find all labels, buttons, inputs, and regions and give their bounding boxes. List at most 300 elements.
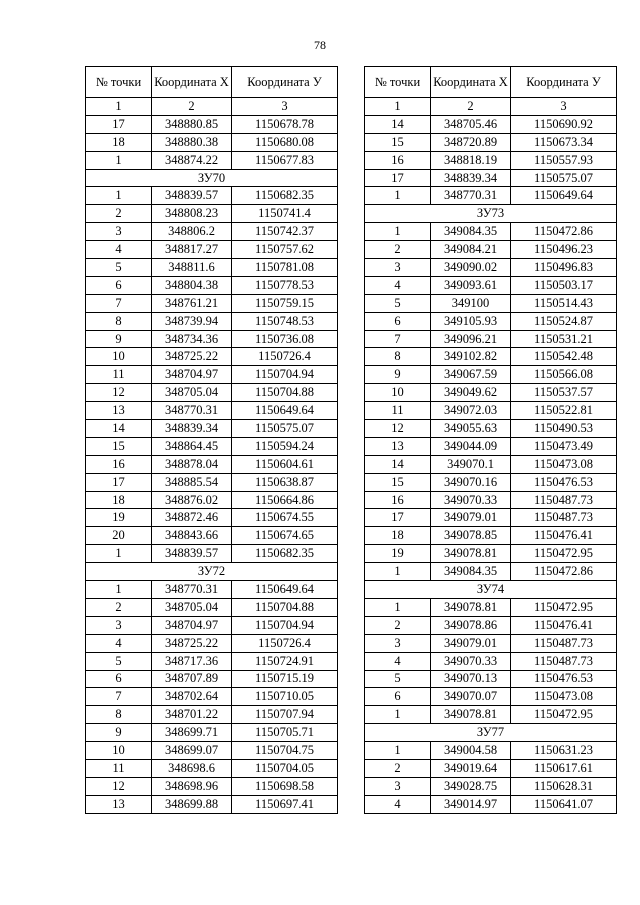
table-row (86, 795, 338, 813)
table-row (86, 706, 338, 724)
coordinate-x-cell: 349070.16 (431, 473, 511, 491)
table-row (365, 795, 617, 813)
coordinate-x-cell: 349070.07 (431, 688, 511, 706)
coordinate-y-cell: 1150649.64 (232, 581, 338, 599)
coordinate-x-cell: 349078.85 (431, 527, 511, 545)
table-row (365, 688, 617, 706)
point-number-cell: 14 (365, 115, 431, 133)
point-number-cell: 13 (365, 437, 431, 455)
coordinate-x-cell: 348839.34 (431, 169, 511, 187)
table-row (86, 581, 338, 599)
coordinate-y-cell: 1150704.94 (232, 366, 338, 384)
table-row (86, 348, 338, 366)
coordinate-x-cell: 348839.34 (152, 420, 232, 438)
coordinate-x-cell: 348705.04 (152, 598, 232, 616)
coordinate-y-cell: 1150472.95 (511, 545, 617, 563)
coordinate-x-cell: 349070.1 (431, 455, 511, 473)
coordinate-x-cell: 349084.35 (431, 223, 511, 241)
table-row (365, 509, 617, 527)
section-title: ЗУ72 (86, 563, 338, 581)
coordinate-x-cell: 348725.22 (152, 634, 232, 652)
coordinate-y-cell: 1150473.49 (511, 437, 617, 455)
table-row (365, 652, 617, 670)
point-number-cell: 1 (365, 223, 431, 241)
coordinate-y-cell: 1150682.35 (232, 187, 338, 205)
coordinate-y-cell: 1150514.43 (511, 294, 617, 312)
header-row (86, 67, 338, 98)
coordinate-y-cell: 1150557.93 (511, 151, 617, 169)
header-row (365, 67, 617, 98)
point-number-cell: 8 (365, 348, 431, 366)
coordinate-x-cell: 348701.22 (152, 706, 232, 724)
point-number-cell: 4 (86, 634, 152, 652)
coordinate-y-cell: 1150710.05 (232, 688, 338, 706)
point-number-cell: 5 (86, 259, 152, 277)
table-row (365, 115, 617, 133)
column-number: 3 (511, 98, 617, 116)
coordinate-y-cell: 1150678.78 (232, 115, 338, 133)
coordinate-x-cell: 349079.01 (431, 634, 511, 652)
point-number-cell: 14 (365, 455, 431, 473)
table-row (86, 384, 338, 402)
coordinate-x-cell: 348804.38 (152, 276, 232, 294)
section-title: ЗУ70 (86, 169, 338, 187)
coordinate-y-cell: 1150490.53 (511, 420, 617, 438)
section-row (365, 581, 617, 599)
coordinate-x-cell: 348717.36 (152, 652, 232, 670)
table-row (365, 527, 617, 545)
point-number-cell: 2 (86, 598, 152, 616)
point-number-cell: 1 (365, 742, 431, 760)
coordinate-x-cell: 349102.82 (431, 348, 511, 366)
point-number-cell: 15 (365, 473, 431, 491)
coordinate-y-cell: 1150566.08 (511, 366, 617, 384)
header-point-number: № точки (365, 67, 431, 98)
table-row (365, 598, 617, 616)
point-number-cell: 10 (86, 742, 152, 760)
point-number-cell: 1 (365, 187, 431, 205)
coordinate-x-cell: 349067.59 (431, 366, 511, 384)
coordinates-body-left (86, 115, 338, 813)
coordinate-y-cell: 1150638.87 (232, 473, 338, 491)
section-title: ЗУ74 (365, 581, 617, 599)
coordinate-x-cell: 349070.33 (431, 652, 511, 670)
table-row (365, 133, 617, 151)
point-number-cell: 5 (86, 652, 152, 670)
coordinate-y-cell: 1150673.34 (511, 133, 617, 151)
coordinate-x-cell: 348770.31 (152, 581, 232, 599)
table-row (365, 634, 617, 652)
coordinate-y-cell: 1150742.37 (232, 223, 338, 241)
coordinate-x-cell: 349070.33 (431, 491, 511, 509)
coordinate-x-cell: 348811.6 (152, 259, 232, 277)
column-number: 1 (86, 98, 152, 116)
point-number-cell: 9 (86, 724, 152, 742)
coordinate-y-cell: 1150503.17 (511, 276, 617, 294)
point-number-cell: 6 (365, 688, 431, 706)
table-row (86, 473, 338, 491)
coordinate-y-cell: 1150472.95 (511, 598, 617, 616)
coordinate-x-cell: 348739.94 (152, 312, 232, 330)
point-number-cell: 1 (365, 563, 431, 581)
coordinate-y-cell: 1150487.73 (511, 509, 617, 527)
coordinate-y-cell: 1150487.73 (511, 652, 617, 670)
coordinate-y-cell: 1150476.53 (511, 670, 617, 688)
coordinate-y-cell: 1150674.55 (232, 509, 338, 527)
point-number-cell: 7 (86, 688, 152, 706)
coordinate-y-cell: 1150736.08 (232, 330, 338, 348)
coordinate-x-cell: 348761.21 (152, 294, 232, 312)
section-title: ЗУ77 (365, 724, 617, 742)
coordinate-y-cell: 1150757.62 (232, 241, 338, 259)
point-number-cell: 17 (365, 509, 431, 527)
point-number-cell: 3 (365, 259, 431, 277)
coordinate-y-cell: 1150594.24 (232, 437, 338, 455)
coordinate-y-cell: 1150704.05 (232, 759, 338, 777)
table-row (86, 759, 338, 777)
section-row (86, 169, 338, 187)
table-row (86, 366, 338, 384)
coordinate-y-cell: 1150697.41 (232, 795, 338, 813)
point-number-cell: 4 (365, 652, 431, 670)
point-number-cell: 17 (365, 169, 431, 187)
point-number-cell: 4 (86, 241, 152, 259)
table-row (365, 241, 617, 259)
point-number-cell: 7 (365, 330, 431, 348)
table-row (365, 187, 617, 205)
table-row (365, 348, 617, 366)
coordinate-x-cell: 348699.71 (152, 724, 232, 742)
point-number-cell: 2 (365, 616, 431, 634)
table-row (86, 652, 338, 670)
table-row (365, 742, 617, 760)
coordinate-x-cell: 348864.45 (152, 437, 232, 455)
point-number-cell: 12 (86, 777, 152, 795)
coordinate-y-cell: 1150698.58 (232, 777, 338, 795)
header-coordinate-y: Координата У (511, 67, 617, 98)
coordinate-x-cell: 348878.04 (152, 455, 232, 473)
coordinate-x-cell: 349014.97 (431, 795, 511, 813)
table-row (86, 294, 338, 312)
coordinate-y-cell: 1150715.19 (232, 670, 338, 688)
point-number-cell: 6 (86, 276, 152, 294)
table-row (365, 151, 617, 169)
table-row (365, 437, 617, 455)
coordinates-body-right (365, 115, 617, 813)
table-row (86, 742, 338, 760)
table-row (86, 670, 338, 688)
point-number-cell: 8 (86, 706, 152, 724)
table-row (365, 706, 617, 724)
table-row (86, 259, 338, 277)
coordinate-x-cell: 348705.04 (152, 384, 232, 402)
table-row (365, 402, 617, 420)
table-row (86, 151, 338, 169)
table-row (86, 527, 338, 545)
coordinate-x-cell: 348839.57 (152, 545, 232, 563)
point-number-cell: 15 (86, 437, 152, 455)
point-number-cell: 2 (365, 759, 431, 777)
table-row (86, 241, 338, 259)
table-row (86, 724, 338, 742)
point-number-cell: 18 (365, 527, 431, 545)
coordinate-x-cell: 348885.54 (152, 473, 232, 491)
column-number: 2 (431, 98, 511, 116)
coordinate-x-cell: 348817.27 (152, 241, 232, 259)
table-row (86, 545, 338, 563)
coordinate-y-cell: 1150649.64 (232, 402, 338, 420)
coordinate-x-cell: 349049.62 (431, 384, 511, 402)
table-row (86, 187, 338, 205)
coordinate-y-cell: 1150496.83 (511, 259, 617, 277)
coordinate-y-cell: 1150487.73 (511, 634, 617, 652)
coordinate-y-cell: 1150496.23 (511, 241, 617, 259)
point-number-cell: 5 (365, 670, 431, 688)
coordinate-x-cell: 349078.86 (431, 616, 511, 634)
coordinate-y-cell: 1150778.53 (232, 276, 338, 294)
coordinate-y-cell: 1150604.61 (232, 455, 338, 473)
coordinate-y-cell: 1150641.07 (511, 795, 617, 813)
coordinate-y-cell: 1150781.08 (232, 259, 338, 277)
point-number-cell: 12 (86, 384, 152, 402)
coordinate-y-cell: 1150575.07 (511, 169, 617, 187)
coordinate-x-cell: 348720.89 (431, 133, 511, 151)
coordinate-x-cell: 348770.31 (152, 402, 232, 420)
table-row (86, 205, 338, 223)
point-number-cell: 4 (365, 276, 431, 294)
coordinate-x-cell: 348818.19 (431, 151, 511, 169)
column-number: 1 (365, 98, 431, 116)
table-row (365, 366, 617, 384)
point-number-cell: 13 (86, 795, 152, 813)
coordinate-x-cell: 348704.97 (152, 366, 232, 384)
table-row (365, 169, 617, 187)
coordinate-y-cell: 1150472.95 (511, 706, 617, 724)
point-number-cell: 16 (365, 151, 431, 169)
coordinate-x-cell: 349093.61 (431, 276, 511, 294)
table-row (365, 384, 617, 402)
point-number-cell: 8 (86, 312, 152, 330)
section-row (365, 205, 617, 223)
column-number: 2 (152, 98, 232, 116)
point-number-cell: 9 (86, 330, 152, 348)
point-number-cell: 11 (86, 759, 152, 777)
point-number-cell: 11 (86, 366, 152, 384)
header-coordinate-y: Координата У (232, 67, 338, 98)
table-row (86, 223, 338, 241)
point-number-cell: 20 (86, 527, 152, 545)
coordinate-x-cell: 349100 (431, 294, 511, 312)
column-number-row (365, 98, 617, 116)
coordinate-x-cell: 349019.64 (431, 759, 511, 777)
point-number-cell: 13 (86, 402, 152, 420)
coordinate-y-cell: 1150473.08 (511, 688, 617, 706)
table-row (365, 259, 617, 277)
table-row (86, 688, 338, 706)
table-row (365, 616, 617, 634)
coordinate-x-cell: 349072.03 (431, 402, 511, 420)
header-coordinate-x: Координата Х (431, 67, 511, 98)
table-row (365, 491, 617, 509)
coordinate-x-cell: 348872.46 (152, 509, 232, 527)
table-row (86, 598, 338, 616)
section-title: ЗУ73 (365, 205, 617, 223)
coordinate-y-cell: 1150472.86 (511, 223, 617, 241)
coordinate-y-cell: 1150649.64 (511, 187, 617, 205)
coordinate-y-cell: 1150664.86 (232, 491, 338, 509)
coordinate-y-cell: 1150472.86 (511, 563, 617, 581)
coordinate-x-cell: 349105.93 (431, 312, 511, 330)
coordinate-x-cell: 348705.46 (431, 115, 511, 133)
table-row (86, 616, 338, 634)
coordinate-y-cell: 1150759.15 (232, 294, 338, 312)
coordinate-x-cell: 349004.58 (431, 742, 511, 760)
point-number-cell: 16 (86, 455, 152, 473)
point-number-cell: 1 (365, 706, 431, 724)
point-number-cell: 10 (365, 384, 431, 402)
coordinate-x-cell: 348880.85 (152, 115, 232, 133)
point-number-cell: 1 (86, 187, 152, 205)
coordinate-x-cell: 348808.23 (152, 205, 232, 223)
point-number-cell: 11 (365, 402, 431, 420)
coordinate-y-cell: 1150748.53 (232, 312, 338, 330)
point-number-cell: 6 (86, 670, 152, 688)
coordinate-x-cell: 349070.13 (431, 670, 511, 688)
point-number-cell: 1 (86, 151, 152, 169)
coordinate-y-cell: 1150476.53 (511, 473, 617, 491)
coordinate-y-cell: 1150487.73 (511, 491, 617, 509)
point-number-cell: 18 (86, 491, 152, 509)
point-number-cell: 9 (365, 366, 431, 384)
coordinate-x-cell: 349044.09 (431, 437, 511, 455)
column-number-row (86, 98, 338, 116)
point-number-cell: 12 (365, 420, 431, 438)
point-number-cell: 16 (365, 491, 431, 509)
point-number-cell: 4 (365, 795, 431, 813)
coordinate-x-cell: 349055.63 (431, 420, 511, 438)
table-row (86, 455, 338, 473)
coordinate-x-cell: 348876.02 (152, 491, 232, 509)
coordinate-x-cell: 348874.22 (152, 151, 232, 169)
table-row (86, 420, 338, 438)
coordinate-y-cell: 1150704.88 (232, 598, 338, 616)
table-row (86, 777, 338, 795)
point-number-cell: 2 (86, 205, 152, 223)
page-number: 78 (314, 38, 326, 52)
coordinate-x-cell: 349090.02 (431, 259, 511, 277)
coordinate-y-cell: 1150537.57 (511, 384, 617, 402)
point-number-cell: 1 (86, 581, 152, 599)
table-row (365, 276, 617, 294)
coordinate-x-cell: 349078.81 (431, 545, 511, 563)
point-number-cell: 19 (365, 545, 431, 563)
point-number-cell: 7 (86, 294, 152, 312)
table-row (86, 133, 338, 151)
coordinate-x-cell: 348880.38 (152, 133, 232, 151)
coordinate-y-cell: 1150682.35 (232, 545, 338, 563)
table-row (365, 670, 617, 688)
table-row (86, 312, 338, 330)
coordinate-y-cell: 1150524.87 (511, 312, 617, 330)
coordinate-y-cell: 1150476.41 (511, 616, 617, 634)
point-number-cell: 15 (365, 133, 431, 151)
coordinate-x-cell: 349084.35 (431, 563, 511, 581)
coordinate-x-cell: 349028.75 (431, 777, 511, 795)
coordinate-x-cell: 348839.57 (152, 187, 232, 205)
coordinate-y-cell: 1150705.71 (232, 724, 338, 742)
table-row (86, 509, 338, 527)
point-number-cell: 17 (86, 115, 152, 133)
header-coordinate-x: Координата Х (152, 67, 232, 98)
coordinate-y-cell: 1150741.4 (232, 205, 338, 223)
coordinate-y-cell: 1150707.94 (232, 706, 338, 724)
coordinate-y-cell: 1150575.07 (232, 420, 338, 438)
point-number-cell: 18 (86, 133, 152, 151)
coordinate-y-cell: 1150628.31 (511, 777, 617, 795)
coordinate-x-cell: 348699.07 (152, 742, 232, 760)
coordinate-y-cell: 1150704.75 (232, 742, 338, 760)
table-row (86, 402, 338, 420)
coordinate-x-cell: 349078.81 (431, 706, 511, 724)
coordinate-y-cell: 1150704.94 (232, 616, 338, 634)
point-number-cell: 2 (365, 241, 431, 259)
coordinate-x-cell: 348702.64 (152, 688, 232, 706)
point-number-cell: 3 (365, 777, 431, 795)
table-row (86, 330, 338, 348)
coordinate-y-cell: 1150617.61 (511, 759, 617, 777)
coordinate-y-cell: 1150476.41 (511, 527, 617, 545)
coordinate-x-cell: 348698.6 (152, 759, 232, 777)
table-row (365, 473, 617, 491)
coordinate-x-cell: 348725.22 (152, 348, 232, 366)
table-row (365, 420, 617, 438)
table-row (365, 545, 617, 563)
coordinate-y-cell: 1150704.88 (232, 384, 338, 402)
coordinate-y-cell: 1150677.83 (232, 151, 338, 169)
coordinate-y-cell: 1150726.4 (232, 634, 338, 652)
coordinate-x-cell: 349079.01 (431, 509, 511, 527)
table-row (365, 563, 617, 581)
coordinate-x-cell: 348734.36 (152, 330, 232, 348)
coordinate-x-cell: 348770.31 (431, 187, 511, 205)
table-row (365, 312, 617, 330)
coordinate-x-cell: 349096.21 (431, 330, 511, 348)
coordinate-y-cell: 1150473.08 (511, 455, 617, 473)
table-row (86, 634, 338, 652)
header-point-number: № точки (86, 67, 152, 98)
point-number-cell: 6 (365, 312, 431, 330)
coordinate-y-cell: 1150680.08 (232, 133, 338, 151)
point-number-cell: 19 (86, 509, 152, 527)
coordinate-x-cell: 349084.21 (431, 241, 511, 259)
section-row (86, 563, 338, 581)
coordinate-y-cell: 1150631.23 (511, 742, 617, 760)
table-row (86, 491, 338, 509)
table-row (86, 276, 338, 294)
point-number-cell: 1 (365, 598, 431, 616)
coordinate-y-cell: 1150726.4 (232, 348, 338, 366)
column-number: 3 (232, 98, 338, 116)
table-row (365, 759, 617, 777)
coordinate-y-cell: 1150674.65 (232, 527, 338, 545)
coordinate-x-cell: 349078.81 (431, 598, 511, 616)
coordinates-table-left (85, 66, 338, 814)
point-number-cell: 14 (86, 420, 152, 438)
coordinates-table-right (364, 66, 617, 814)
table-row (365, 455, 617, 473)
coordinate-y-cell: 1150724.91 (232, 652, 338, 670)
coordinate-y-cell: 1150690.92 (511, 115, 617, 133)
